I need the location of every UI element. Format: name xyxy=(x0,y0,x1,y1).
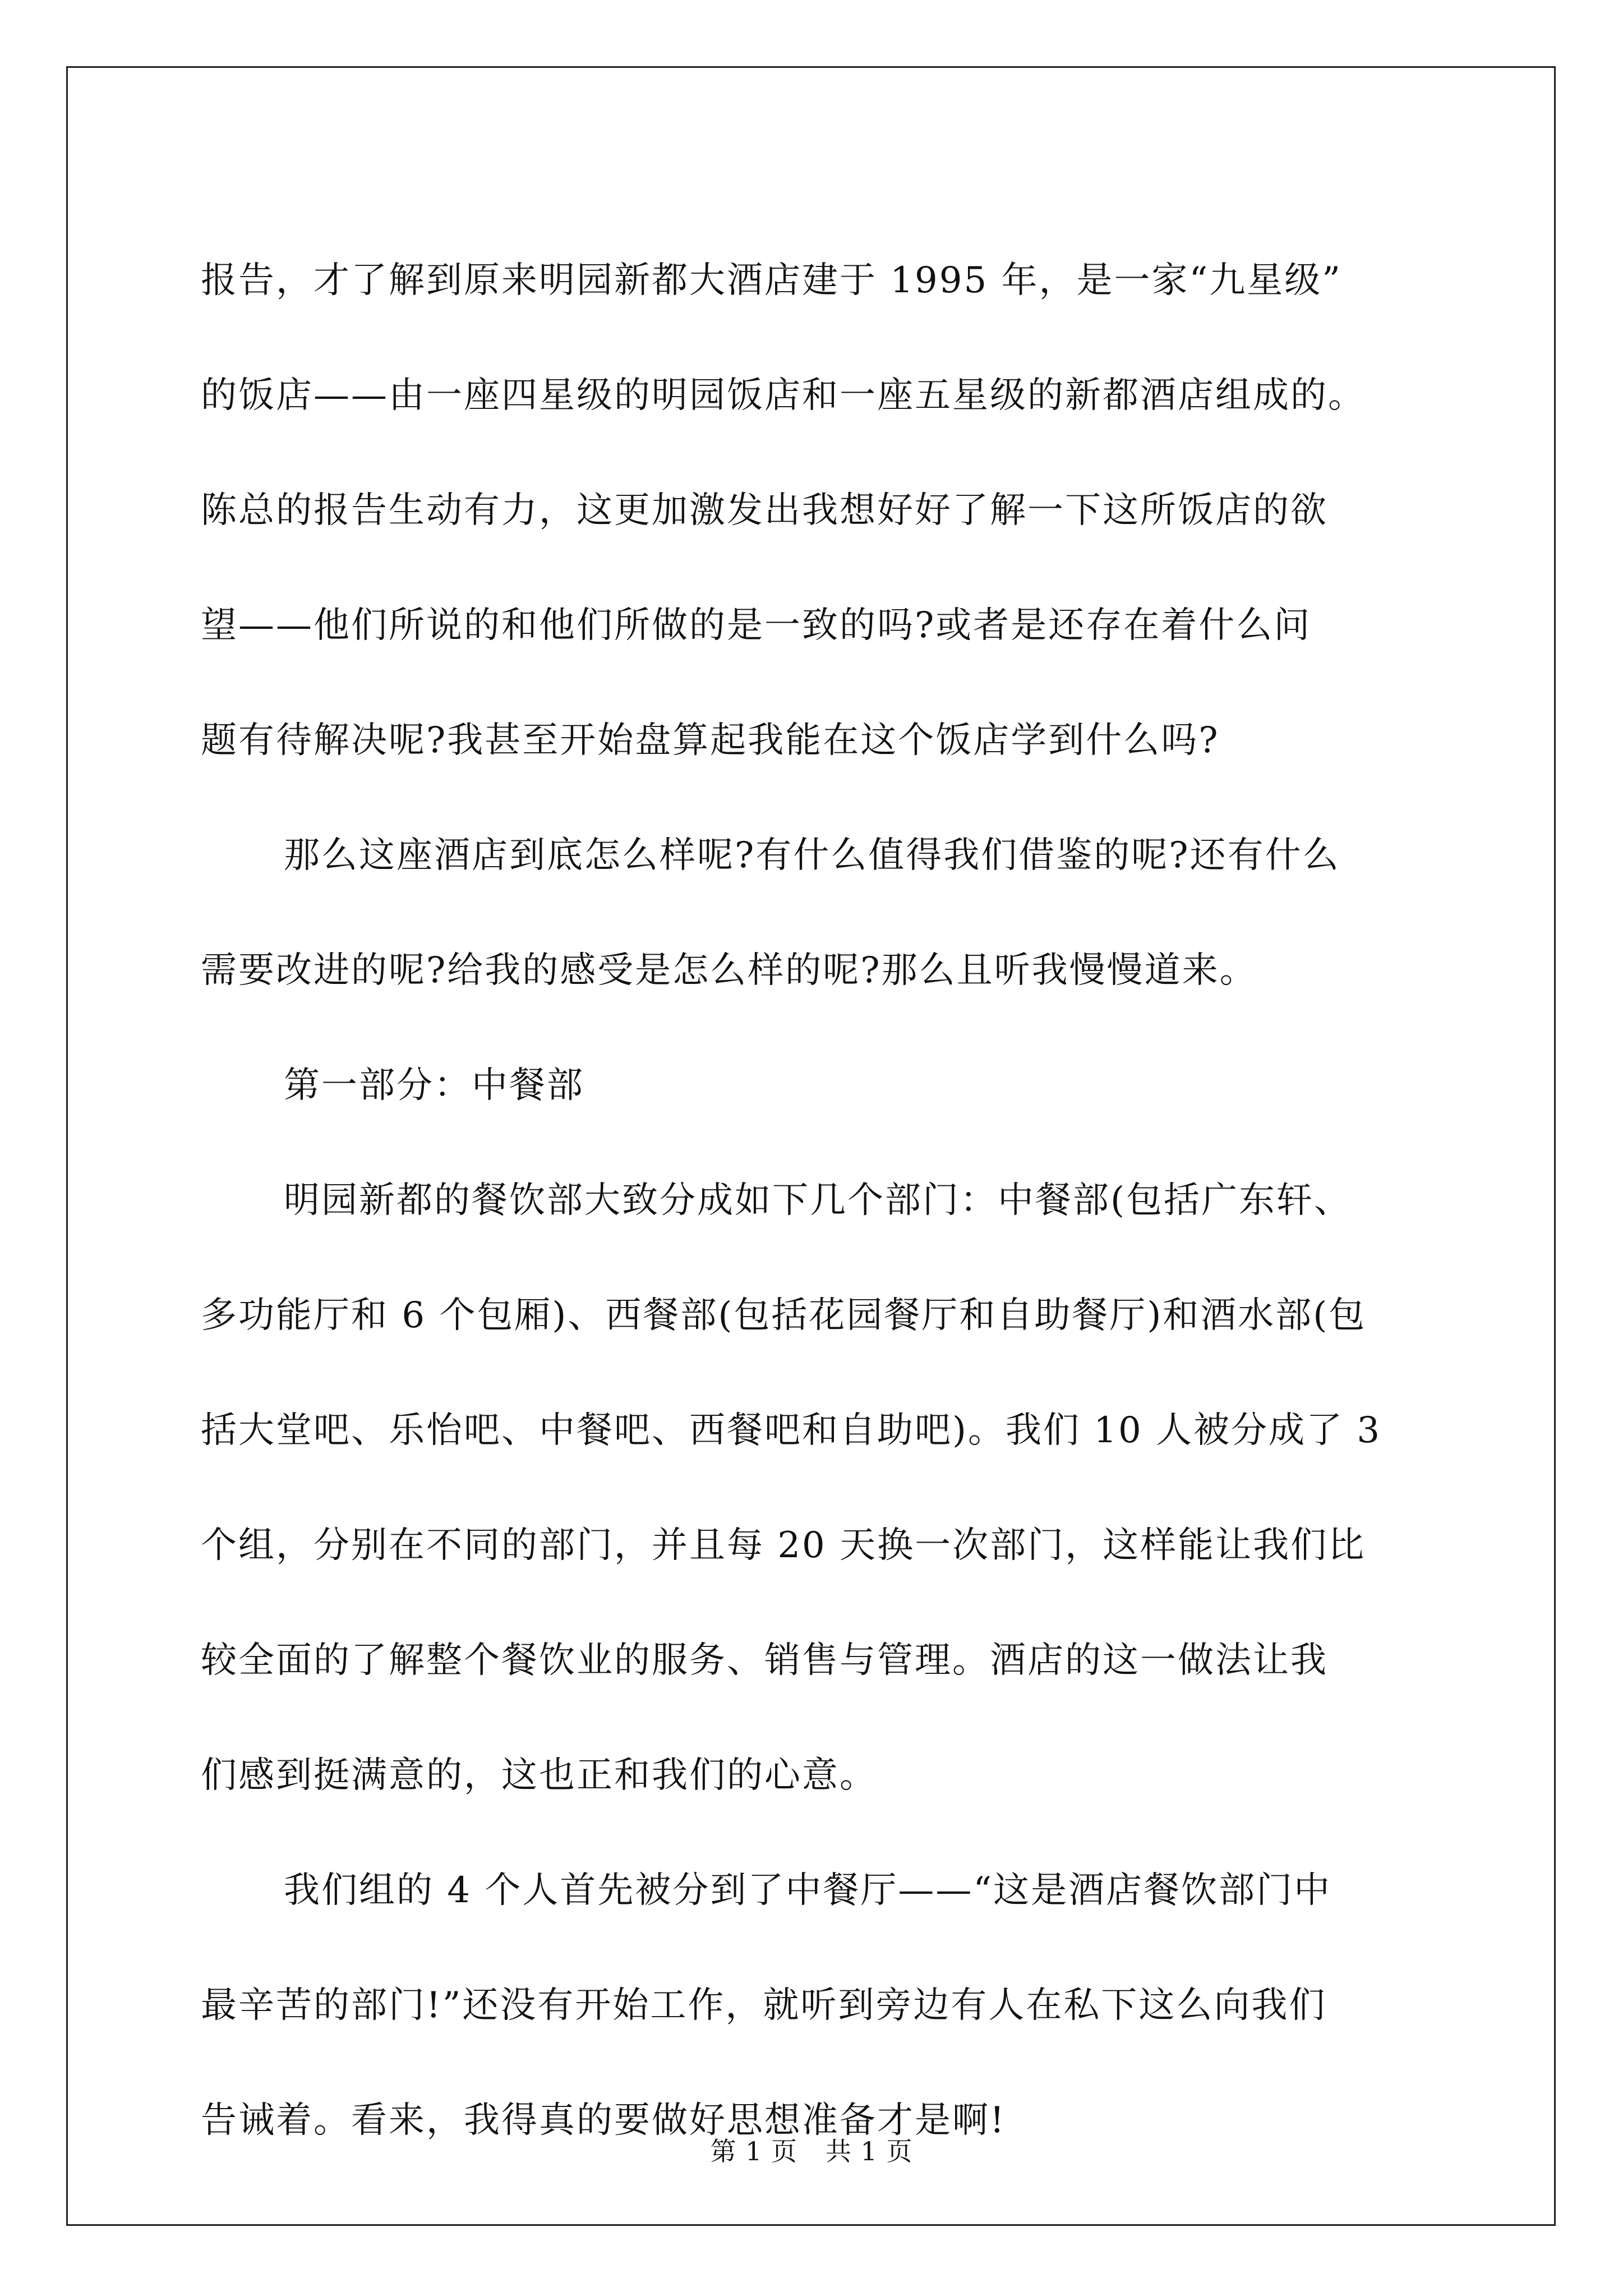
text-line: 的饭店——由一座四星级的明园饭店和一座五星级的新都酒店组成的。 xyxy=(201,375,1366,416)
text-line: 望——他们所说的和他们所做的是一致的吗?或者是还存在着什么问 xyxy=(201,605,1312,646)
text-line: 明园新都的餐饮部大致分成如下几个部门：中餐部(包括广东轩、 xyxy=(284,1180,1352,1221)
heading-text: 第一部分：中餐部 xyxy=(284,1065,584,1106)
text-line: 个组，分别在不同的部门，并且每 20 天换一次部门，这样能让我们比 xyxy=(201,1525,1366,1566)
text-line: 需要改进的呢?给我的感受是怎么样的呢?那么且听我慢慢道来。 xyxy=(201,950,1257,991)
text-line: 陈总的报告生动有力，这更加激发出我想好好了解一下这所饭店的欲 xyxy=(201,490,1328,531)
text-line: 们感到挺满意的，这也正和我们的心意。 xyxy=(201,1755,877,1796)
text-line: 括大堂吧、乐怡吧、中餐吧、西餐吧和自助吧)。我们 10 人被分成了 3 xyxy=(201,1410,1382,1451)
paragraph-3 xyxy=(201,1143,1435,1833)
paragraph-4 xyxy=(201,1833,1435,2178)
text-line: 告诫着。看来，我得真的要做好思想准备才是啊! xyxy=(201,2100,1006,2141)
text-line: 报告，才了解到原来明园新都大酒店建于 1995 年，是一家“九星级” xyxy=(201,260,1342,301)
page-total: 共 1 页 xyxy=(826,2136,913,2166)
page-footer xyxy=(0,2134,1623,2168)
text-line: 较全面的了解整个餐饮业的服务、销售与管理。酒店的这一做法让我 xyxy=(201,1640,1328,1681)
text-line: 题有待解决呢?我甚至开始盘算起我能在这个饭店学到什么吗? xyxy=(201,720,1220,761)
text-line: 我们组的 4 个人首先被分到了中餐厅——“这是酒店餐饮部门中 xyxy=(284,1870,1332,1911)
paragraph-1 xyxy=(201,223,1435,798)
text-line: 那么这座酒店到底怎么样呢?有什么值得我们借鉴的呢?还有什么 xyxy=(284,835,1340,876)
paragraph-2 xyxy=(201,798,1435,1028)
text-line: 最辛苦的部门!”还没有开始工作，就听到旁边有人在私下这么向我们 xyxy=(201,1985,1327,2026)
document-body xyxy=(201,223,1435,2178)
page-number: 第 1 页 xyxy=(710,2136,797,2166)
text-line: 多功能厅和 6 个包厢)、西餐部(包括花园餐厅和自助餐厅)和酒水部(包 xyxy=(201,1295,1367,1336)
section-heading xyxy=(201,1028,1435,1143)
